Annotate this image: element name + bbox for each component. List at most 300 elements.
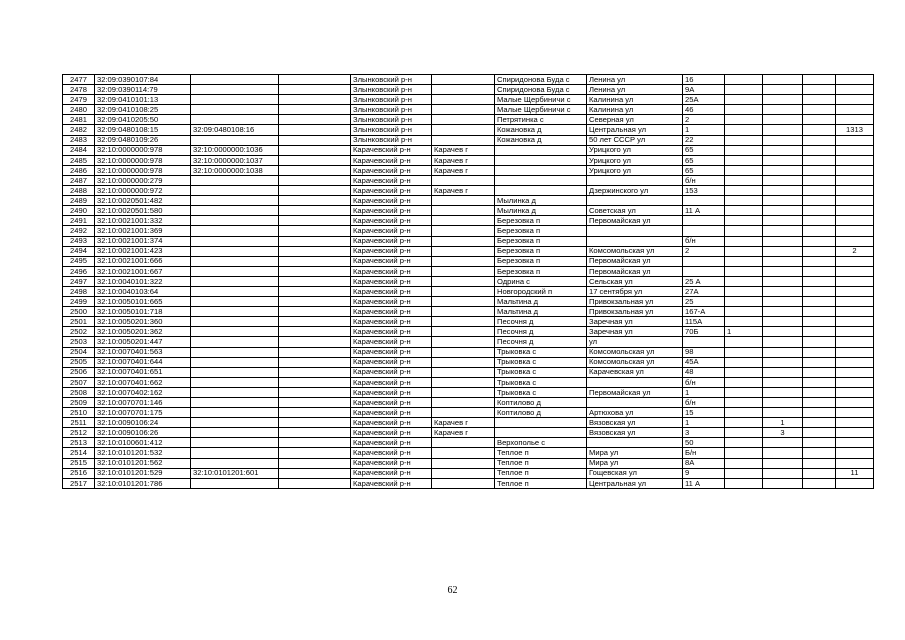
cell-building	[725, 115, 763, 125]
cell-settlement: Песочня д	[495, 327, 587, 337]
cell-street: Первомайская ул	[587, 266, 683, 276]
cell-structure	[763, 347, 803, 357]
cell-empty-col	[279, 448, 351, 458]
cell-apartment	[836, 428, 874, 438]
cell-district: Карачевский р-н	[351, 398, 432, 408]
cell-cadastral-number: 32:10:0050201:360	[95, 317, 191, 327]
cell-settlement	[495, 165, 587, 175]
cell-apartment	[836, 256, 874, 266]
cell-street	[587, 398, 683, 408]
cell-cadastral-number: 32:09:0410108:25	[95, 105, 191, 115]
cell-linked-cadastral-number: 32:10:0000000:1037	[191, 155, 279, 165]
cell-district: Карачевский р-н	[351, 145, 432, 155]
cell-house-number: 9	[683, 468, 725, 478]
cell-district: Карачевский р-н	[351, 367, 432, 377]
table-row	[63, 186, 874, 196]
table-row	[63, 196, 874, 206]
cell-house-number: 27А	[683, 286, 725, 296]
cell-block	[803, 276, 836, 286]
cell-cadastral-number: 32:10:0070401:662	[95, 377, 191, 387]
cell-cadastral-number: 32:10:0040103:64	[95, 286, 191, 296]
cell-settlement: Березовка п	[495, 236, 587, 246]
cell-apartment	[836, 105, 874, 115]
table-row	[63, 95, 874, 105]
cell-cadastral-number: 32:10:0021001:666	[95, 256, 191, 266]
cell-building	[725, 105, 763, 115]
cell-linked-cadastral-number	[191, 135, 279, 145]
cell-apartment	[836, 398, 874, 408]
cell-street: Ленина ул	[587, 85, 683, 95]
table-row	[63, 155, 874, 165]
cell-city	[432, 135, 495, 145]
cell-block	[803, 337, 836, 347]
cell-district: Злынковский р-н	[351, 85, 432, 95]
cell-apartment	[836, 236, 874, 246]
cell-cadastral-number: 32:10:0050201:447	[95, 337, 191, 347]
cell-linked-cadastral-number	[191, 256, 279, 266]
cell-apartment	[836, 418, 874, 428]
cell-row-number: 2482	[63, 125, 95, 135]
cell-row-number: 2497	[63, 276, 95, 286]
cell-structure	[763, 367, 803, 377]
cell-linked-cadastral-number	[191, 85, 279, 95]
cell-city	[432, 387, 495, 397]
cell-cadastral-number: 32:10:0021001:667	[95, 266, 191, 276]
cell-linked-cadastral-number	[191, 105, 279, 115]
cell-apartment	[836, 438, 874, 448]
cell-block	[803, 327, 836, 337]
table-row	[63, 216, 874, 226]
cell-apartment	[836, 226, 874, 236]
table-row	[63, 236, 874, 246]
cell-linked-cadastral-number	[191, 418, 279, 428]
cell-apartment	[836, 307, 874, 317]
cell-house-number: 45А	[683, 357, 725, 367]
cell-linked-cadastral-number	[191, 458, 279, 468]
table-row	[63, 337, 874, 347]
cell-structure	[763, 256, 803, 266]
cell-row-number: 2511	[63, 418, 95, 428]
cell-cadastral-number: 32:10:0020501:482	[95, 196, 191, 206]
table-row	[63, 145, 874, 155]
cell-block	[803, 135, 836, 145]
cell-house-number: 2	[683, 115, 725, 125]
cell-city	[432, 438, 495, 448]
cell-street	[587, 175, 683, 185]
cell-apartment	[836, 155, 874, 165]
cell-cadastral-number: 32:10:0070401:563	[95, 347, 191, 357]
cell-district: Карачевский р-н	[351, 418, 432, 428]
cell-apartment	[836, 75, 874, 85]
cell-row-number: 2485	[63, 155, 95, 165]
cell-empty-col	[279, 206, 351, 216]
cell-empty-col	[279, 236, 351, 246]
cell-block	[803, 196, 836, 206]
cell-structure	[763, 458, 803, 468]
cell-empty-col	[279, 478, 351, 488]
cell-apartment	[836, 367, 874, 377]
cell-house-number: 25А	[683, 95, 725, 105]
cell-linked-cadastral-number	[191, 408, 279, 418]
cell-linked-cadastral-number: 32:10:0101201:601	[191, 468, 279, 478]
cell-city	[432, 297, 495, 307]
cell-house-number: 3	[683, 428, 725, 438]
cell-settlement: Березовка п	[495, 256, 587, 266]
cell-apartment	[836, 297, 874, 307]
cell-building	[725, 347, 763, 357]
cell-settlement: Трыковка с	[495, 347, 587, 357]
cell-structure	[763, 357, 803, 367]
cell-empty-col	[279, 85, 351, 95]
cell-linked-cadastral-number	[191, 216, 279, 226]
cell-settlement: Мальтина д	[495, 307, 587, 317]
cell-apartment	[836, 286, 874, 296]
table-row	[63, 327, 874, 337]
cell-district: Карачевский р-н	[351, 165, 432, 175]
cell-settlement: Песочня д	[495, 317, 587, 327]
cell-house-number: 16	[683, 75, 725, 85]
cell-empty-col	[279, 357, 351, 367]
cell-district: Карачевский р-н	[351, 246, 432, 256]
cell-apartment	[836, 165, 874, 175]
cell-apartment	[836, 317, 874, 327]
cell-city	[432, 95, 495, 105]
cell-linked-cadastral-number	[191, 196, 279, 206]
cell-settlement	[495, 155, 587, 165]
cell-empty-col	[279, 175, 351, 185]
cell-structure	[763, 95, 803, 105]
cell-row-number: 2509	[63, 398, 95, 408]
cell-linked-cadastral-number	[191, 317, 279, 327]
table-row	[63, 438, 874, 448]
cell-district: Карачевский р-н	[351, 357, 432, 367]
cell-apartment	[836, 216, 874, 226]
page-number: 62	[447, 585, 458, 596]
cell-linked-cadastral-number	[191, 387, 279, 397]
cell-district: Карачевский р-н	[351, 387, 432, 397]
cell-empty-col	[279, 226, 351, 236]
cell-building	[725, 236, 763, 246]
cell-cadastral-number: 32:09:0480109:26	[95, 135, 191, 145]
cell-district: Карачевский р-н	[351, 317, 432, 327]
cell-city	[432, 286, 495, 296]
cell-building	[725, 367, 763, 377]
cell-structure	[763, 115, 803, 125]
cell-district: Карачевский р-н	[351, 428, 432, 438]
cell-house-number: Б/н	[683, 448, 725, 458]
cell-row-number: 2492	[63, 226, 95, 236]
cell-block	[803, 216, 836, 226]
cell-house-number: б/н	[683, 236, 725, 246]
cell-settlement: Трыковка с	[495, 377, 587, 387]
cell-structure	[763, 216, 803, 226]
table-body	[63, 75, 874, 489]
cell-street: Комсомольская ул	[587, 246, 683, 256]
cell-street: Заречная ул	[587, 317, 683, 327]
cell-building	[725, 448, 763, 458]
cell-structure	[763, 145, 803, 155]
cell-building	[725, 428, 763, 438]
cell-row-number: 2499	[63, 297, 95, 307]
cell-row-number: 2494	[63, 246, 95, 256]
cell-building	[725, 307, 763, 317]
cell-block	[803, 206, 836, 216]
cell-district: Карачевский р-н	[351, 307, 432, 317]
cell-street: 17 сентября ул	[587, 286, 683, 296]
cell-row-number: 2489	[63, 196, 95, 206]
cell-linked-cadastral-number	[191, 478, 279, 488]
cell-linked-cadastral-number	[191, 428, 279, 438]
cell-district: Карачевский р-н	[351, 327, 432, 337]
cell-house-number: 1	[683, 387, 725, 397]
cell-house-number: 65	[683, 165, 725, 175]
cell-empty-col	[279, 418, 351, 428]
cell-cadastral-number: 32:10:0021001:332	[95, 216, 191, 226]
cell-district: Карачевский р-н	[351, 175, 432, 185]
cell-street: Калинина ул	[587, 95, 683, 105]
cell-settlement: Мальтина д	[495, 297, 587, 307]
table-row	[63, 367, 874, 377]
cell-district: Злынковский р-н	[351, 105, 432, 115]
cell-structure	[763, 438, 803, 448]
cell-city	[432, 175, 495, 185]
cell-apartment: 2	[836, 246, 874, 256]
cell-linked-cadastral-number	[191, 276, 279, 286]
cell-row-number: 2500	[63, 307, 95, 317]
table-row	[63, 428, 874, 438]
table-row	[63, 307, 874, 317]
cell-city	[432, 105, 495, 115]
cell-district: Карачевский р-н	[351, 155, 432, 165]
cell-street: Первомайская ул	[587, 387, 683, 397]
cell-row-number: 2478	[63, 85, 95, 95]
cell-street	[587, 226, 683, 236]
cell-row-number: 2487	[63, 175, 95, 185]
cell-house-number: 25	[683, 297, 725, 307]
cell-city	[432, 458, 495, 468]
cell-house-number	[683, 226, 725, 236]
table-row	[63, 85, 874, 95]
cell-linked-cadastral-number	[191, 438, 279, 448]
cell-empty-col	[279, 105, 351, 115]
cell-apartment	[836, 327, 874, 337]
cell-district: Злынковский р-н	[351, 75, 432, 85]
cell-settlement: Кожановка д	[495, 125, 587, 135]
cell-row-number: 2505	[63, 357, 95, 367]
cell-cadastral-number: 32:09:0480108:15	[95, 125, 191, 135]
cell-building	[725, 297, 763, 307]
cell-city	[432, 398, 495, 408]
cell-row-number: 2512	[63, 428, 95, 438]
cell-settlement: Березовка п	[495, 226, 587, 236]
cell-block	[803, 448, 836, 458]
cell-linked-cadastral-number	[191, 357, 279, 367]
cell-structure	[763, 276, 803, 286]
cell-apartment	[836, 357, 874, 367]
cell-building	[725, 266, 763, 276]
cell-row-number: 2480	[63, 105, 95, 115]
cell-structure	[763, 377, 803, 387]
cell-building	[725, 458, 763, 468]
cell-settlement: Березовка п	[495, 216, 587, 226]
cell-settlement: Спиридонова Буда с	[495, 85, 587, 95]
cell-settlement	[495, 145, 587, 155]
cell-linked-cadastral-number	[191, 448, 279, 458]
cell-street: Мира ул	[587, 448, 683, 458]
cell-empty-col	[279, 286, 351, 296]
cell-linked-cadastral-number	[191, 246, 279, 256]
cell-block	[803, 155, 836, 165]
cell-city	[432, 85, 495, 95]
cell-row-number: 2479	[63, 95, 95, 105]
cell-building	[725, 95, 763, 105]
cell-empty-col	[279, 95, 351, 105]
cell-building	[725, 145, 763, 155]
cell-apartment	[836, 135, 874, 145]
cell-street: Гощевская ул	[587, 468, 683, 478]
cell-city	[432, 327, 495, 337]
cell-settlement	[495, 186, 587, 196]
cell-cadastral-number: 32:10:0021001:423	[95, 246, 191, 256]
cell-structure	[763, 408, 803, 418]
cell-district: Карачевский р-н	[351, 236, 432, 246]
cell-city	[432, 468, 495, 478]
cell-building	[725, 418, 763, 428]
cell-house-number: 25 А	[683, 276, 725, 286]
cell-cadastral-number: 32:10:0050101:718	[95, 307, 191, 317]
cell-settlement: Теплое п	[495, 458, 587, 468]
cell-street: Калинина ул	[587, 105, 683, 115]
cell-city	[432, 266, 495, 276]
cell-city: Карачев г	[432, 145, 495, 155]
cell-cadastral-number: 32:10:0070401:651	[95, 367, 191, 377]
cell-structure	[763, 478, 803, 488]
cell-street: Комсомольская ул	[587, 357, 683, 367]
cell-street: Привокзальная ул	[587, 297, 683, 307]
table-row	[63, 317, 874, 327]
table-row	[63, 105, 874, 115]
cell-block	[803, 75, 836, 85]
cell-house-number: 46	[683, 105, 725, 115]
cell-block	[803, 398, 836, 408]
cell-house-number: 48	[683, 367, 725, 377]
cell-block	[803, 115, 836, 125]
table-row	[63, 458, 874, 468]
cell-row-number: 2510	[63, 408, 95, 418]
cell-street: Центральная ул	[587, 478, 683, 488]
cell-district: Карачевский р-н	[351, 458, 432, 468]
cell-house-number	[683, 216, 725, 226]
cell-apartment	[836, 337, 874, 347]
cell-city	[432, 246, 495, 256]
cell-empty-col	[279, 115, 351, 125]
table-row	[63, 478, 874, 488]
cell-structure	[763, 468, 803, 478]
cell-house-number: 153	[683, 186, 725, 196]
cell-building	[725, 196, 763, 206]
cell-district: Карачевский р-н	[351, 347, 432, 357]
cell-block	[803, 95, 836, 105]
cell-street	[587, 377, 683, 387]
cell-row-number: 2516	[63, 468, 95, 478]
cell-structure: 3	[763, 428, 803, 438]
cell-linked-cadastral-number	[191, 367, 279, 377]
cell-structure	[763, 75, 803, 85]
cell-house-number	[683, 196, 725, 206]
table-row	[63, 246, 874, 256]
cell-street: Урицкого ул	[587, 165, 683, 175]
cell-house-number: 50	[683, 438, 725, 448]
cell-apartment	[836, 347, 874, 357]
cell-settlement: Кожановка д	[495, 135, 587, 145]
cell-settlement: Мылинка д	[495, 206, 587, 216]
cell-district: Карачевский р-н	[351, 186, 432, 196]
cell-block	[803, 297, 836, 307]
cell-settlement: Малые Щербиничи с	[495, 95, 587, 105]
cell-row-number: 2501	[63, 317, 95, 327]
cell-apartment	[836, 448, 874, 458]
cell-block	[803, 387, 836, 397]
cell-street: Ленина ул	[587, 75, 683, 85]
cell-structure	[763, 175, 803, 185]
cell-district: Карачевский р-н	[351, 377, 432, 387]
cell-row-number: 2484	[63, 145, 95, 155]
table-row	[63, 408, 874, 418]
cell-building	[725, 317, 763, 327]
cell-row-number: 2495	[63, 256, 95, 266]
cell-district: Карачевский р-н	[351, 337, 432, 347]
cell-cadastral-number: 32:10:0050101:665	[95, 297, 191, 307]
cell-district: Карачевский р-н	[351, 448, 432, 458]
cell-row-number: 2504	[63, 347, 95, 357]
table-row	[63, 266, 874, 276]
cell-empty-col	[279, 387, 351, 397]
cell-cadastral-number: 32:10:0090106:24	[95, 418, 191, 428]
cell-street: Сельская ул	[587, 276, 683, 286]
cell-cadastral-number: 32:10:0070401:644	[95, 357, 191, 367]
cell-empty-col	[279, 256, 351, 266]
cell-city	[432, 377, 495, 387]
cell-house-number: 70Б	[683, 327, 725, 337]
cell-house-number: 22	[683, 135, 725, 145]
cell-apartment	[836, 408, 874, 418]
cell-empty-col	[279, 398, 351, 408]
cell-linked-cadastral-number	[191, 206, 279, 216]
cell-settlement: Березовка п	[495, 266, 587, 276]
cell-row-number: 2477	[63, 75, 95, 85]
cell-structure	[763, 226, 803, 236]
table-row	[63, 448, 874, 458]
cell-structure	[763, 206, 803, 216]
cell-cadastral-number: 32:10:0070701:146	[95, 398, 191, 408]
cell-building	[725, 256, 763, 266]
cell-city	[432, 75, 495, 85]
cell-settlement: Верхополье с	[495, 438, 587, 448]
cell-settlement	[495, 175, 587, 185]
cell-settlement: Теплое п	[495, 448, 587, 458]
cell-building	[725, 206, 763, 216]
cell-district: Карачевский р-н	[351, 276, 432, 286]
cell-street: Советская ул	[587, 206, 683, 216]
cell-empty-col	[279, 337, 351, 347]
cell-building	[725, 468, 763, 478]
cell-block	[803, 246, 836, 256]
cell-street: Первомайская ул	[587, 256, 683, 266]
cell-city	[432, 196, 495, 206]
cell-apartment	[836, 266, 874, 276]
cell-building	[725, 175, 763, 185]
cell-empty-col	[279, 307, 351, 317]
